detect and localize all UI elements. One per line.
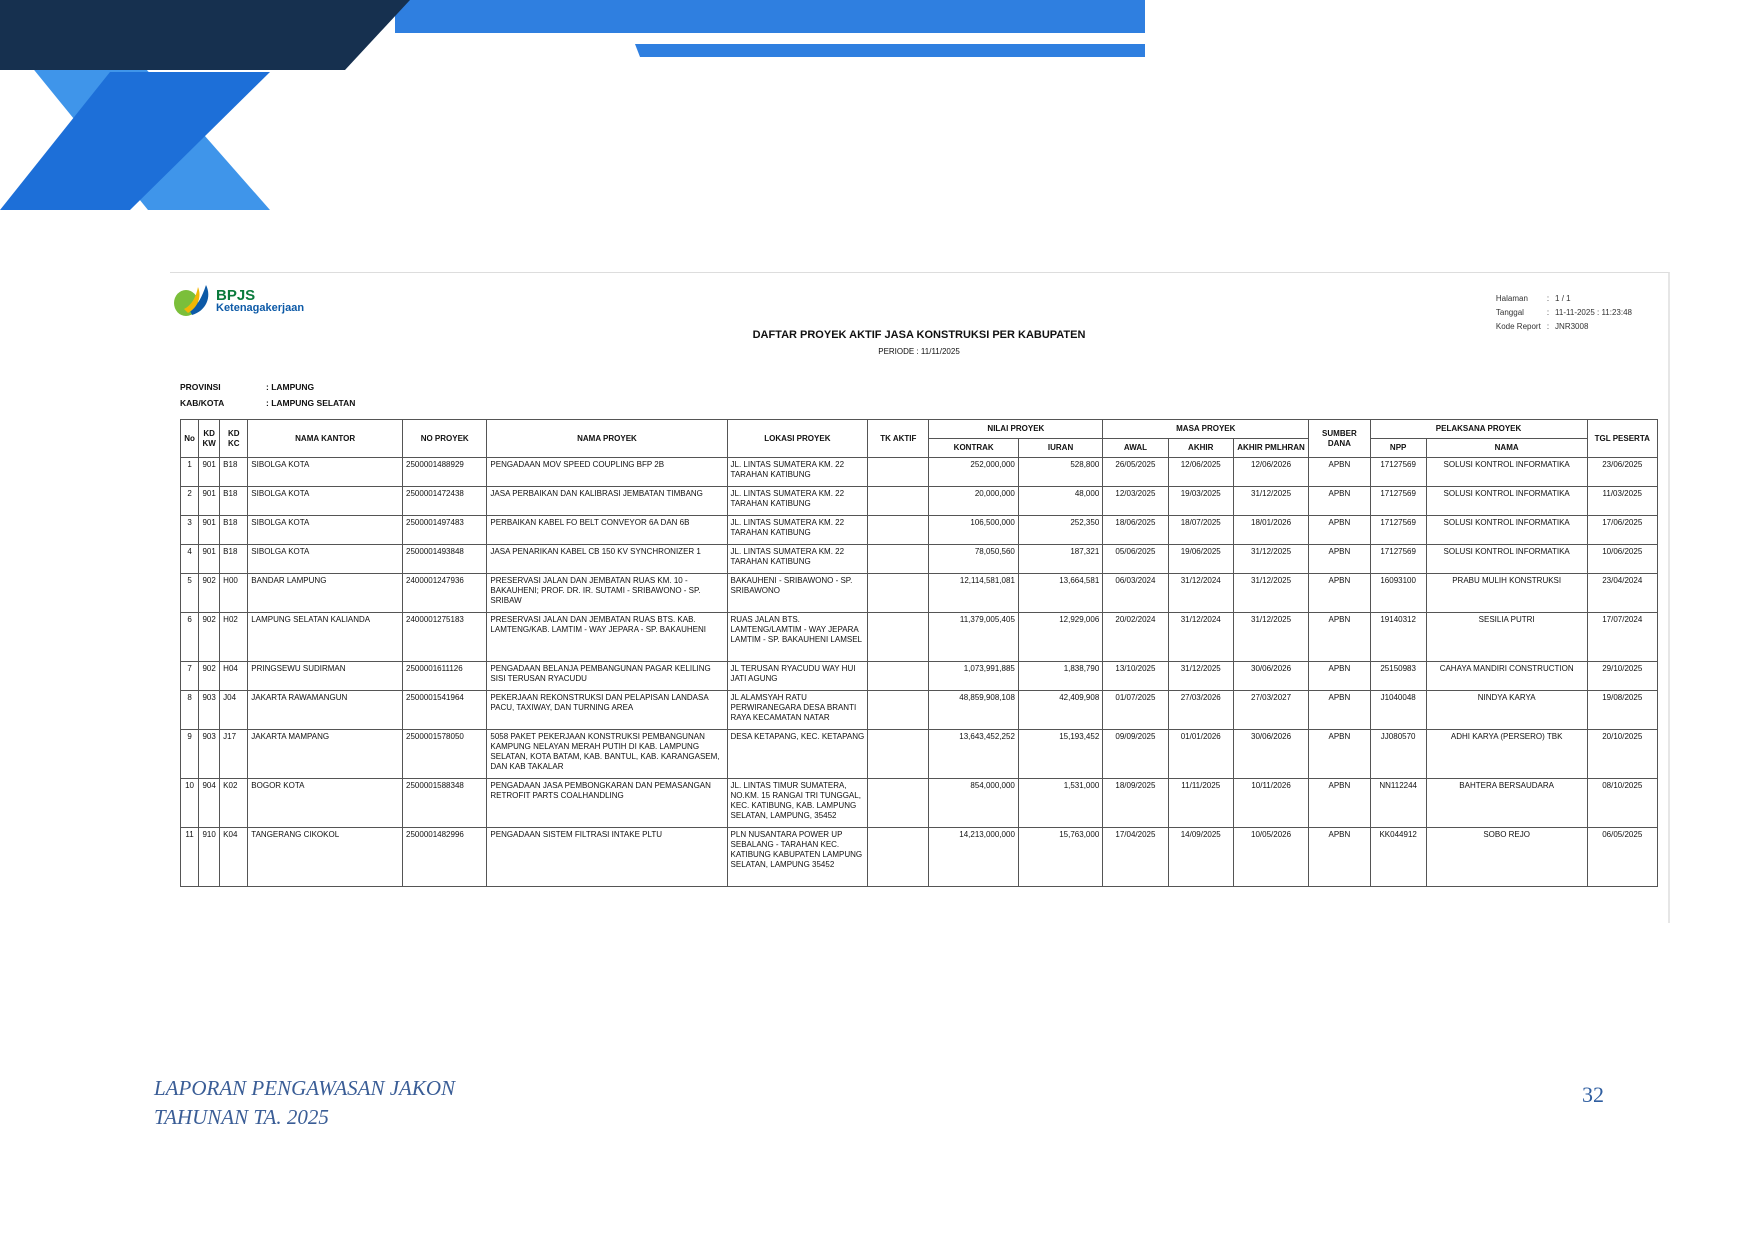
logo-name: BPJS — [216, 287, 256, 304]
cell-npp: JJ080570 — [1370, 730, 1426, 779]
cell-noproyek: 2500001493848 — [403, 545, 487, 574]
cell-kw: 901 — [199, 458, 220, 487]
cell-kontrak: 48,859,908,108 — [929, 691, 1018, 730]
cell-tgl: 11/03/2025 — [1587, 487, 1657, 516]
table-row — [181, 574, 1658, 613]
cell-iuran: 13,664,581 — [1018, 574, 1102, 613]
cell-npp: 17127569 — [1370, 516, 1426, 545]
cell-tgl: 10/06/2025 — [1587, 545, 1657, 574]
cell-kontrak: 20,000,000 — [929, 487, 1018, 516]
logo-subtitle: Ketenagakerjaan — [216, 302, 305, 314]
cell-iuran: 252,350 — [1018, 516, 1102, 545]
cell-kw: 903 — [199, 691, 220, 730]
cell-sumber: APBN — [1309, 487, 1370, 516]
cell-pml: 31/12/2025 — [1233, 574, 1308, 613]
header-npp: NPP — [1370, 439, 1426, 458]
footer-line-1: LAPORAN PENGAWASAN JAKON — [154, 1076, 456, 1100]
cell-tk — [868, 574, 929, 613]
cell-no: 6 — [181, 613, 199, 662]
cell-nama: SESILIA PUTRI — [1426, 613, 1587, 662]
cell-tk — [868, 545, 929, 574]
cell-kontrak: 11,379,005,405 — [929, 613, 1018, 662]
cell-lokasi: DESA KETAPANG, KEC. KETAPANG — [727, 730, 868, 779]
cell-nama: CAHAYA MANDIRI CONSTRUCTION — [1426, 662, 1587, 691]
table-body — [181, 458, 1658, 887]
cell-awal: 09/09/2025 — [1103, 730, 1168, 779]
cell-noproyek: 2400001247936 — [403, 574, 487, 613]
cell-kantor: SIBOLGA KOTA — [248, 487, 403, 516]
cell-iuran: 15,193,452 — [1018, 730, 1102, 779]
cell-kc: J04 — [220, 691, 248, 730]
page-number: 32 — [1582, 1082, 1604, 1107]
cell-awal: 01/07/2025 — [1103, 691, 1168, 730]
cell-no: 1 — [181, 458, 199, 487]
cell-kantor: JAKARTA RAWAMANGUN — [248, 691, 403, 730]
cell-tgl: 29/10/2025 — [1587, 662, 1657, 691]
table-row — [181, 545, 1658, 574]
cell-kc: B18 — [220, 458, 248, 487]
cell-lokasi: JL ALAMSYAH RATU PERWIRANEGARA DESA BRANTI RAYA KECAMATAN NATAR — [727, 691, 868, 730]
cell-kw: 901 — [199, 487, 220, 516]
table-row — [181, 613, 1658, 662]
header-sumber: SUMBER DANA — [1309, 420, 1370, 458]
header-tgl: TGL PESERTA — [1587, 420, 1657, 458]
cell-iuran: 187,321 — [1018, 545, 1102, 574]
cell-proyek: JASA PERBAIKAN DAN KALIBRASI JEMBATAN TIMBANG — [487, 487, 727, 516]
meta-label: Tanggal — [1495, 308, 1524, 317]
header-awal: AWAL — [1103, 439, 1168, 458]
cell-sumber: APBN — [1309, 691, 1370, 730]
cell-tgl: 23/04/2024 — [1587, 574, 1657, 613]
cell-tk — [868, 487, 929, 516]
cell-nama: SOLUSI KONTROL INFORMATIKA — [1426, 516, 1587, 545]
header-no: No — [181, 420, 199, 458]
header-no-proyek: NO PROYEK — [403, 420, 487, 458]
cell-akhir: 14/09/2025 — [1168, 828, 1233, 887]
header-decoration — [0, 0, 1755, 240]
cell-noproyek: 2500001472438 — [403, 487, 487, 516]
cell-noproyek: 2500001497483 — [403, 516, 487, 545]
table-row — [181, 516, 1658, 545]
cell-lokasi: PLN NUSANTARA POWER UP SEBALANG - TARAHAN KEC. KATIBUNG KABUPATEN LAMPUNG SELATAN, LAMPUNG 35452 — [727, 828, 868, 887]
cell-sumber: APBN — [1309, 828, 1370, 887]
provinsi-value: : LAMPUNG — [266, 382, 315, 392]
meta-label: Halaman — [1495, 294, 1528, 303]
meta-value: JNR3008 — [1555, 322, 1589, 331]
header-nilai: NILAI PROYEK — [929, 420, 1103, 439]
cell-iuran: 48,000 — [1018, 487, 1102, 516]
cell-kontrak: 13,643,452,252 — [929, 730, 1018, 779]
cell-noproyek: 2400001275183 — [403, 613, 487, 662]
header-nama: NAMA — [1426, 439, 1587, 458]
header-kontrak: KONTRAK — [929, 439, 1018, 458]
table-row — [181, 730, 1658, 779]
report-sheet — [170, 272, 1670, 923]
cell-tgl: 23/06/2025 — [1587, 458, 1657, 487]
cell-kantor: PRINGSEWU SUDIRMAN — [248, 662, 403, 691]
cell-kantor: SIBOLGA KOTA — [248, 516, 403, 545]
cell-no: 2 — [181, 487, 199, 516]
cell-npp: 16093100 — [1370, 574, 1426, 613]
cell-tgl: 17/06/2025 — [1587, 516, 1657, 545]
bpjs-logo — [172, 283, 304, 319]
cell-akhir: 01/01/2026 — [1168, 730, 1233, 779]
cell-kc: B18 — [220, 516, 248, 545]
cell-npp: 17127569 — [1370, 458, 1426, 487]
kabkota-label: KAB/KOTA — [180, 398, 225, 408]
cell-no: 9 — [181, 730, 199, 779]
cell-lokasi: JL. LINTAS SUMATERA KM. 22 TARAHAN KATIBUNG — [727, 545, 868, 574]
cell-noproyek: 2500001482996 — [403, 828, 487, 887]
cell-proyek: PENGADAAN MOV SPEED COUPLING BFP 2B — [487, 458, 727, 487]
cell-pml: 27/03/2027 — [1233, 691, 1308, 730]
cell-iuran: 1,838,790 — [1018, 662, 1102, 691]
header-lokasi: LOKASI PROYEK — [727, 420, 868, 458]
cell-pml: 31/12/2025 — [1233, 545, 1308, 574]
cell-noproyek: 2500001588348 — [403, 779, 487, 828]
cell-akhir: 18/07/2025 — [1168, 516, 1233, 545]
meta-label: Kode Report — [1495, 322, 1541, 331]
cell-sumber: APBN — [1309, 574, 1370, 613]
header-kd-kc: KD KC — [220, 420, 248, 458]
header-iuran: IURAN — [1018, 439, 1102, 458]
cell-tgl: 08/10/2025 — [1587, 779, 1657, 828]
cell-noproyek: 2500001611126 — [403, 662, 487, 691]
project-table — [180, 419, 1658, 887]
report-title: DAFTAR PROYEK AKTIF JASA KONSTRUKSI PER KABUPATEN — [752, 329, 1086, 341]
cell-nama: SOBO REJO — [1426, 828, 1587, 887]
cell-tk — [868, 662, 929, 691]
cell-kontrak: 14,213,000,000 — [929, 828, 1018, 887]
cell-pml: 31/12/2025 — [1233, 487, 1308, 516]
cell-no: 10 — [181, 779, 199, 828]
cell-awal: 13/10/2025 — [1103, 662, 1168, 691]
cell-tk — [868, 779, 929, 828]
cell-akhir: 31/12/2025 — [1168, 662, 1233, 691]
table-row — [181, 779, 1658, 828]
cell-lokasi: JL. LINTAS TIMUR SUMATERA, NO.KM. 15 RANGAI TRI TUNGGAL, KEC. KATIBUNG, KAB. LAMPUNG SELATAN, LAMPUNG, 35452 — [727, 779, 868, 828]
cell-no: 4 — [181, 545, 199, 574]
cell-npp: 17127569 — [1370, 545, 1426, 574]
cell-iuran: 15,763,000 — [1018, 828, 1102, 887]
cell-lokasi: JL. LINTAS SUMATERA KM. 22 TARAHAN KATIBUNG — [727, 458, 868, 487]
cell-sumber: APBN — [1309, 458, 1370, 487]
cell-sumber: APBN — [1309, 516, 1370, 545]
cell-lokasi: JL. LINTAS SUMATERA KM. 22 TARAHAN KATIBUNG — [727, 487, 868, 516]
cell-kantor: TANGERANG CIKOKOL — [248, 828, 403, 887]
cell-awal: 26/05/2025 — [1103, 458, 1168, 487]
cell-kantor: LAMPUNG SELATAN KALIANDA — [248, 613, 403, 662]
cell-pml: 18/01/2026 — [1233, 516, 1308, 545]
header-akhir-pmlhran: AKHIR PMLHRAN — [1233, 439, 1308, 458]
table-row — [181, 691, 1658, 730]
header-akhir: AKHIR — [1168, 439, 1233, 458]
provinsi-label: PROVINSI — [180, 382, 221, 392]
cell-tk — [868, 458, 929, 487]
cell-proyek: PENGADAAN SISTEM FILTRASI INTAKE PLTU — [487, 828, 727, 887]
cell-kontrak: 106,500,000 — [929, 516, 1018, 545]
cell-lokasi: BAKAUHENI - SRIBAWONO - SP. SRIBAWONO — [727, 574, 868, 613]
cell-no: 7 — [181, 662, 199, 691]
cell-awal: 20/02/2024 — [1103, 613, 1168, 662]
cell-kw: 902 — [199, 574, 220, 613]
cell-awal: 06/03/2024 — [1103, 574, 1168, 613]
cell-kontrak: 78,050,560 — [929, 545, 1018, 574]
cell-kontrak: 854,000,000 — [929, 779, 1018, 828]
cell-kw: 901 — [199, 545, 220, 574]
cell-akhir: 31/12/2024 — [1168, 574, 1233, 613]
cell-awal: 12/03/2025 — [1103, 487, 1168, 516]
cell-tgl: 06/05/2025 — [1587, 828, 1657, 887]
cell-proyek: PRESERVASI JALAN DAN JEMBATAN RUAS BTS. KAB. LAMTENG/KAB. LAMTIM - WAY JEPARA - SP. BAKAUHENI — [487, 613, 727, 662]
cell-awal: 05/06/2025 — [1103, 545, 1168, 574]
cell-sumber: APBN — [1309, 779, 1370, 828]
cell-pml: 30/06/2026 — [1233, 662, 1308, 691]
cell-iuran: 1,531,000 — [1018, 779, 1102, 828]
cell-noproyek: 2500001541964 — [403, 691, 487, 730]
table-row — [181, 828, 1658, 887]
cell-kw: 901 — [199, 516, 220, 545]
cell-no: 11 — [181, 828, 199, 887]
cell-npp: 19140312 — [1370, 613, 1426, 662]
header-kd-kw: KD KW — [199, 420, 220, 458]
cell-awal: 17/04/2025 — [1103, 828, 1168, 887]
cell-proyek: PRESERVASI JALAN DAN JEMBATAN RUAS KM. 10 - BAKAUHENI; PROF. DR. IR. SUTAMI - SRIBAWONO - SP. SRIBAW — [487, 574, 727, 613]
cell-sumber: APBN — [1309, 662, 1370, 691]
cell-akhir: 19/03/2025 — [1168, 487, 1233, 516]
cell-lokasi: RUAS JALAN BTS. LAMTENG/LAMTIM - WAY JEPARA LAMTIM - SP. BAKAUHENI LAMSEL — [727, 613, 868, 662]
cell-akhir: 27/03/2026 — [1168, 691, 1233, 730]
cell-sumber: APBN — [1309, 545, 1370, 574]
cell-iuran: 12,929,006 — [1018, 613, 1102, 662]
cell-kantor: SIBOLGA KOTA — [248, 545, 403, 574]
cell-pml: 12/06/2026 — [1233, 458, 1308, 487]
cell-kw: 902 — [199, 613, 220, 662]
kabkota-value: : LAMPUNG SELATAN — [266, 398, 356, 408]
cell-pml: 10/11/2026 — [1233, 779, 1308, 828]
cell-kw: 903 — [199, 730, 220, 779]
cell-tgl: 20/10/2025 — [1587, 730, 1657, 779]
cell-npp: 17127569 — [1370, 487, 1426, 516]
cell-proyek: PENGADAAN BELANJA PEMBANGUNAN PAGAR KELILING SISI TERUSAN RYACUDU — [487, 662, 727, 691]
cell-kc: J17 — [220, 730, 248, 779]
cell-nama: NINDYA KARYA — [1426, 691, 1587, 730]
cell-kontrak: 252,000,000 — [929, 458, 1018, 487]
header-nama-proyek: NAMA PROYEK — [487, 420, 727, 458]
cell-akhir: 12/06/2025 — [1168, 458, 1233, 487]
cell-kontrak: 12,114,581,081 — [929, 574, 1018, 613]
cell-pml: 30/06/2026 — [1233, 730, 1308, 779]
cell-tk — [868, 730, 929, 779]
header-tk-aktif: TK AKTIF — [868, 420, 929, 458]
cell-nama: SOLUSI KONTROL INFORMATIKA — [1426, 487, 1587, 516]
bpjs-logo-icon — [172, 283, 214, 319]
table-row — [181, 458, 1658, 487]
cell-kantor: SIBOLGA KOTA — [248, 458, 403, 487]
cell-pml: 31/12/2025 — [1233, 613, 1308, 662]
cell-nama: ADHI KARYA (PERSERO) TBK — [1426, 730, 1587, 779]
cell-proyek: PEKERJAAN REKONSTRUKSI DAN PELAPISAN LANDASA PACU, TAXIWAY, DAN TURNING AREA — [487, 691, 727, 730]
cell-noproyek: 2500001578050 — [403, 730, 487, 779]
cell-kw: 902 — [199, 662, 220, 691]
cell-npp: 25150983 — [1370, 662, 1426, 691]
cell-proyek: PERBAIKAN KABEL FO BELT CONVEYOR 6A DAN 6B — [487, 516, 727, 545]
cell-tk — [868, 613, 929, 662]
cell-noproyek: 2500001488929 — [403, 458, 487, 487]
cell-kc: K04 — [220, 828, 248, 887]
header-masa: MASA PROYEK — [1103, 420, 1309, 439]
cell-nama: SOLUSI KONTROL INFORMATIKA — [1426, 545, 1587, 574]
cell-proyek: JASA PENARIKAN KABEL CB 150 KV SYNCHRONIZER 1 — [487, 545, 727, 574]
cell-kc: B18 — [220, 545, 248, 574]
cell-tk — [868, 516, 929, 545]
cell-kantor: BANDAR LAMPUNG — [248, 574, 403, 613]
cell-kc: H04 — [220, 662, 248, 691]
report-meta: Halaman : 1 / 1 Tanggal : 11-11-2025 : 11:23:48 Kode Report : JNR3008 — [1494, 291, 1638, 335]
location-info — [180, 379, 355, 411]
cell-lokasi: JL. LINTAS SUMATERA KM. 22 TARAHAN KATIBUNG — [727, 516, 868, 545]
cell-sumber: APBN — [1309, 730, 1370, 779]
meta-value: 1 / 1 — [1555, 294, 1571, 303]
cell-npp: KK044912 — [1370, 828, 1426, 887]
cell-pml: 10/05/2026 — [1233, 828, 1308, 887]
cell-awal: 18/06/2025 — [1103, 516, 1168, 545]
cell-proyek: 5058 PAKET PEKERJAAN KONSTRUKSI PEMBANGUNAN KAMPUNG NELAYAN MERAH PUTIH DI KAB. LAMPUNG SELATAN, KOTA BATAM, KAB. BANTUL, KAB. KARANGASEM, DAN KAB TAKALAR — [487, 730, 727, 779]
cell-npp: NN112244 — [1370, 779, 1426, 828]
cell-iuran: 42,409,908 — [1018, 691, 1102, 730]
cell-kw: 910 — [199, 828, 220, 887]
cell-proyek: PENGADAAN JASA PEMBONGKARAN DAN PEMASANGAN RETROFIT PARTS COALHANDLING — [487, 779, 727, 828]
cell-iuran: 528,800 — [1018, 458, 1102, 487]
cell-kc: B18 — [220, 487, 248, 516]
cell-tgl: 19/08/2025 — [1587, 691, 1657, 730]
cell-akhir: 19/06/2025 — [1168, 545, 1233, 574]
cell-nama: PRABU MULIH KONSTRUKSI — [1426, 574, 1587, 613]
cell-kw: 904 — [199, 779, 220, 828]
cell-sumber: APBN — [1309, 613, 1370, 662]
cell-kc: H02 — [220, 613, 248, 662]
table-row — [181, 662, 1658, 691]
report-period: PERIODE : 11/11/2025 — [878, 347, 960, 356]
footer-line-2: TAHUNAN TA. 2025 — [154, 1105, 329, 1129]
meta-value: 11-11-2025 : 11:23:48 — [1555, 308, 1632, 317]
cell-no: 3 — [181, 516, 199, 545]
cell-tgl: 17/07/2024 — [1587, 613, 1657, 662]
cell-tk — [868, 828, 929, 887]
cell-tk — [868, 691, 929, 730]
cell-kc: K02 — [220, 779, 248, 828]
cell-kantor: JAKARTA MAMPANG — [248, 730, 403, 779]
cell-nama: BAHTERA BERSAUDARA — [1426, 779, 1587, 828]
cell-kantor: BOGOR KOTA — [248, 779, 403, 828]
cell-kontrak: 1,073,991,885 — [929, 662, 1018, 691]
footer-title — [154, 1074, 455, 1132]
header-pelaksana: PELAKSANA PROYEK — [1370, 420, 1587, 439]
header-nama-kantor: NAMA KANTOR — [248, 420, 403, 458]
cell-kc: H00 — [220, 574, 248, 613]
cell-nama: SOLUSI KONTROL INFORMATIKA — [1426, 458, 1587, 487]
cell-no: 8 — [181, 691, 199, 730]
cell-npp: J1040048 — [1370, 691, 1426, 730]
cell-no: 5 — [181, 574, 199, 613]
cell-lokasi: JL TERUSAN RYACUDU WAY HUI JATI AGUNG — [727, 662, 868, 691]
cell-akhir: 11/11/2025 — [1168, 779, 1233, 828]
cell-awal: 18/09/2025 — [1103, 779, 1168, 828]
cell-akhir: 31/12/2024 — [1168, 613, 1233, 662]
table-row — [181, 487, 1658, 516]
